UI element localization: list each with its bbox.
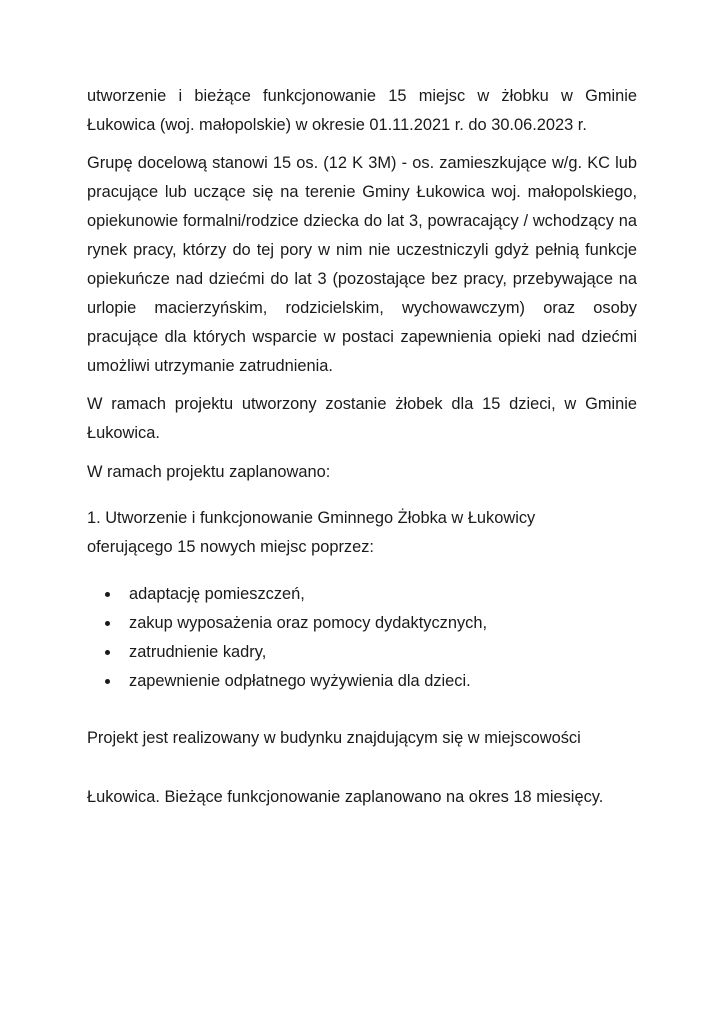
list-item-text: zakup wyposażenia oraz pomocy dydaktycznych, bbox=[129, 614, 488, 632]
paragraph-duration: Łukowica. Bieżące funkcjonowanie zaplanowano na okres 18 miesięcy. bbox=[87, 788, 604, 806]
paragraph-project-scope: utworzenie i bieżące funkcjonowanie 15 miejsc w żłobku w Gminie Łukowica (woj. małopolskie) w okresie 01.11.2021 r. do 30.06.2023 r. bbox=[87, 87, 637, 134]
list-item bbox=[87, 638, 637, 667]
list-item bbox=[87, 580, 637, 609]
paragraph-location: Projekt jest realizowany w budynku znajdującym się w miejscowości bbox=[87, 729, 581, 747]
list-item bbox=[87, 667, 637, 696]
paragraph-target-group: Grupę docelową stanowi 15 os. (12 K 3M) - os. zamieszkujące w/g. KC lub pracujące lub uczące się na terenie Gminy Łukowica woj. małopolskiego, opiekunowie formalni/rodzice dziecka do lat 3, powracający / wchodzący na rynek pracy, którzy do tej pory w nim nie uczestniczyli gdyż pełnią funkcje opiekuńcze nad dziećmi do lat 3 (pozostające bez pracy, przebywające na urlopie macierzyńskim, rodzicielskim, wychowawczym) oraz osoby pracujące dla których wsparcie w postaci zapewnienia opieki nad dziećmi umożliwi utrzymanie zatrudnienia. bbox=[87, 154, 637, 375]
document-body bbox=[87, 82, 637, 812]
numbered-item-1-line-2: oferującego 15 nowych miejsc poprzez: bbox=[87, 538, 374, 556]
bullet-icon bbox=[105, 621, 110, 626]
list-item-text: adaptację pomieszczeń, bbox=[129, 585, 305, 603]
list-item bbox=[87, 609, 637, 638]
list-item-text: zapewnienie odpłatnego wyżywienia dla dzieci. bbox=[129, 672, 471, 690]
numbered-item-1 bbox=[87, 504, 637, 562]
bullet-list bbox=[87, 580, 637, 696]
bullet-icon bbox=[105, 650, 110, 655]
numbered-item-1-line-1: 1. Utworzenie i funkcjonowanie Gminnego Żłobka w Łukowicy bbox=[87, 509, 536, 527]
bullet-icon bbox=[105, 592, 110, 597]
list-item-text: zatrudnienie kadry, bbox=[129, 643, 267, 661]
bullet-icon bbox=[105, 679, 110, 684]
paragraph-planned-intro: W ramach projektu zaplanowano: bbox=[87, 463, 331, 481]
paragraph-nursery-creation: W ramach projektu utworzony zostanie żłobek dla 15 dzieci, w Gminie Łukowica. bbox=[87, 395, 637, 442]
